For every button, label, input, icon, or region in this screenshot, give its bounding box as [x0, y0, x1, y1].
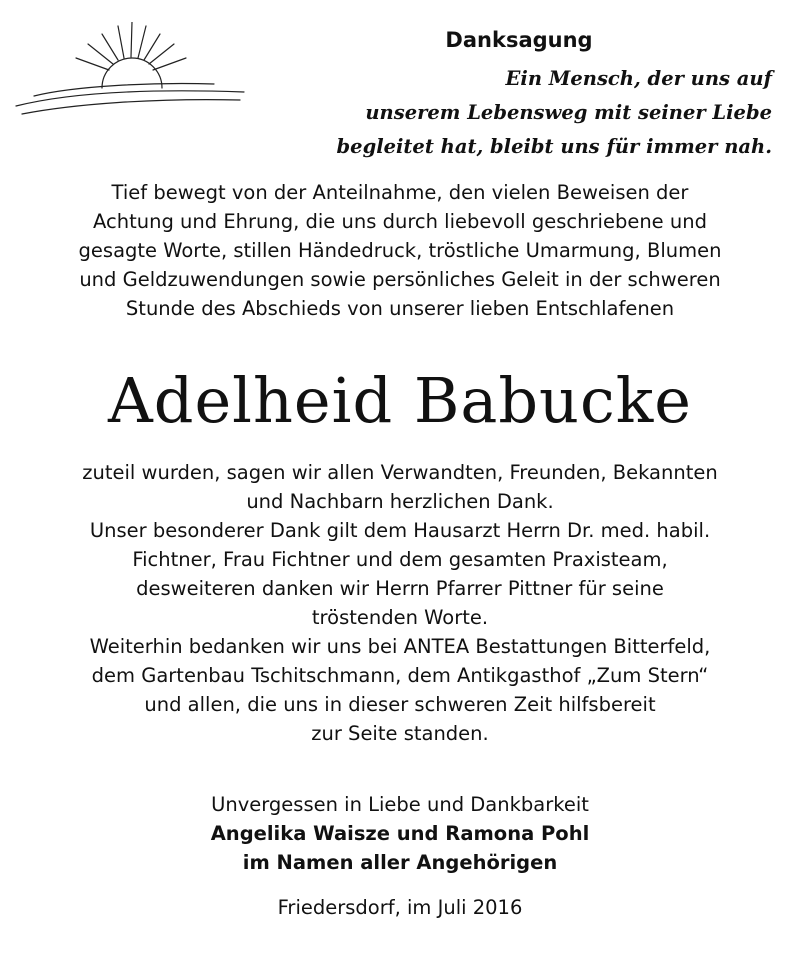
- text-line: Fichtner, Frau Fichtner und dem gesamten Praxisteam,: [132, 548, 668, 571]
- header-block: [270, 28, 778, 164]
- signatories: Angelika Waisze und Ramona Pohl: [210, 822, 590, 845]
- thanks-paragraph: [20, 458, 780, 748]
- text-line: desweiteren danken wir Herrn Pfarrer Pittner für seine: [136, 577, 664, 600]
- motto: [270, 62, 778, 164]
- motto-line: unserem Lebensweg mit seiner Liebe: [365, 101, 772, 124]
- motto-line: begleitet hat, bleibt uns für immer nah.: [336, 135, 772, 158]
- text-line: Tief bewegt von der Anteilnahme, den vielen Beweisen der: [111, 181, 689, 204]
- closing-line: Unvergessen in Liebe und Dankbarkeit: [211, 793, 589, 816]
- intro-paragraph: [20, 178, 780, 323]
- text-line: gesagte Worte, stillen Händedruck, tröstliche Umarmung, Blumen: [78, 239, 722, 262]
- text-line: zur Seite standen.: [311, 722, 489, 745]
- heading: Danksagung: [445, 28, 593, 52]
- closing-block: [20, 790, 780, 877]
- text-line: zuteil wurden, sagen wir allen Verwandten, Freunden, Bekannten: [82, 461, 718, 484]
- text-line: Stunde des Abschieds von unserer lieben Entschlafenen: [125, 297, 675, 320]
- text-line: tröstenden Worte.: [311, 606, 489, 629]
- text-line: und Geldzuwendungen sowie persönliches Geleit in der schweren: [79, 268, 721, 291]
- motto-line: Ein Mensch, der uns auf: [505, 67, 772, 90]
- text-line: Weiterhin bedanken wir uns bei ANTEA Bestattungen Bitterfeld,: [89, 635, 711, 658]
- deceased-name: Adelheid Babucke: [108, 364, 692, 437]
- text-line: und Nachbarn herzlichen Dank.: [246, 490, 554, 513]
- text-line: und allen, die uns in dieser schweren Zeit hilfsbereit: [144, 693, 656, 716]
- place-date: Friedersdorf, im Juli 2016: [277, 896, 523, 919]
- text-line: Unser besonderer Dank gilt dem Hausarzt Herrn Dr. med. habil.: [89, 519, 711, 542]
- text-line: dem Gartenbau Tschitschmann, dem Antikgasthof „Zum Stern“: [91, 664, 709, 687]
- signatories-note: im Namen aller Angehörigen: [242, 851, 558, 874]
- sunrise-icon: [14, 22, 246, 122]
- text-line: Achtung und Ehrung, die uns durch liebevoll geschriebene und: [93, 210, 707, 233]
